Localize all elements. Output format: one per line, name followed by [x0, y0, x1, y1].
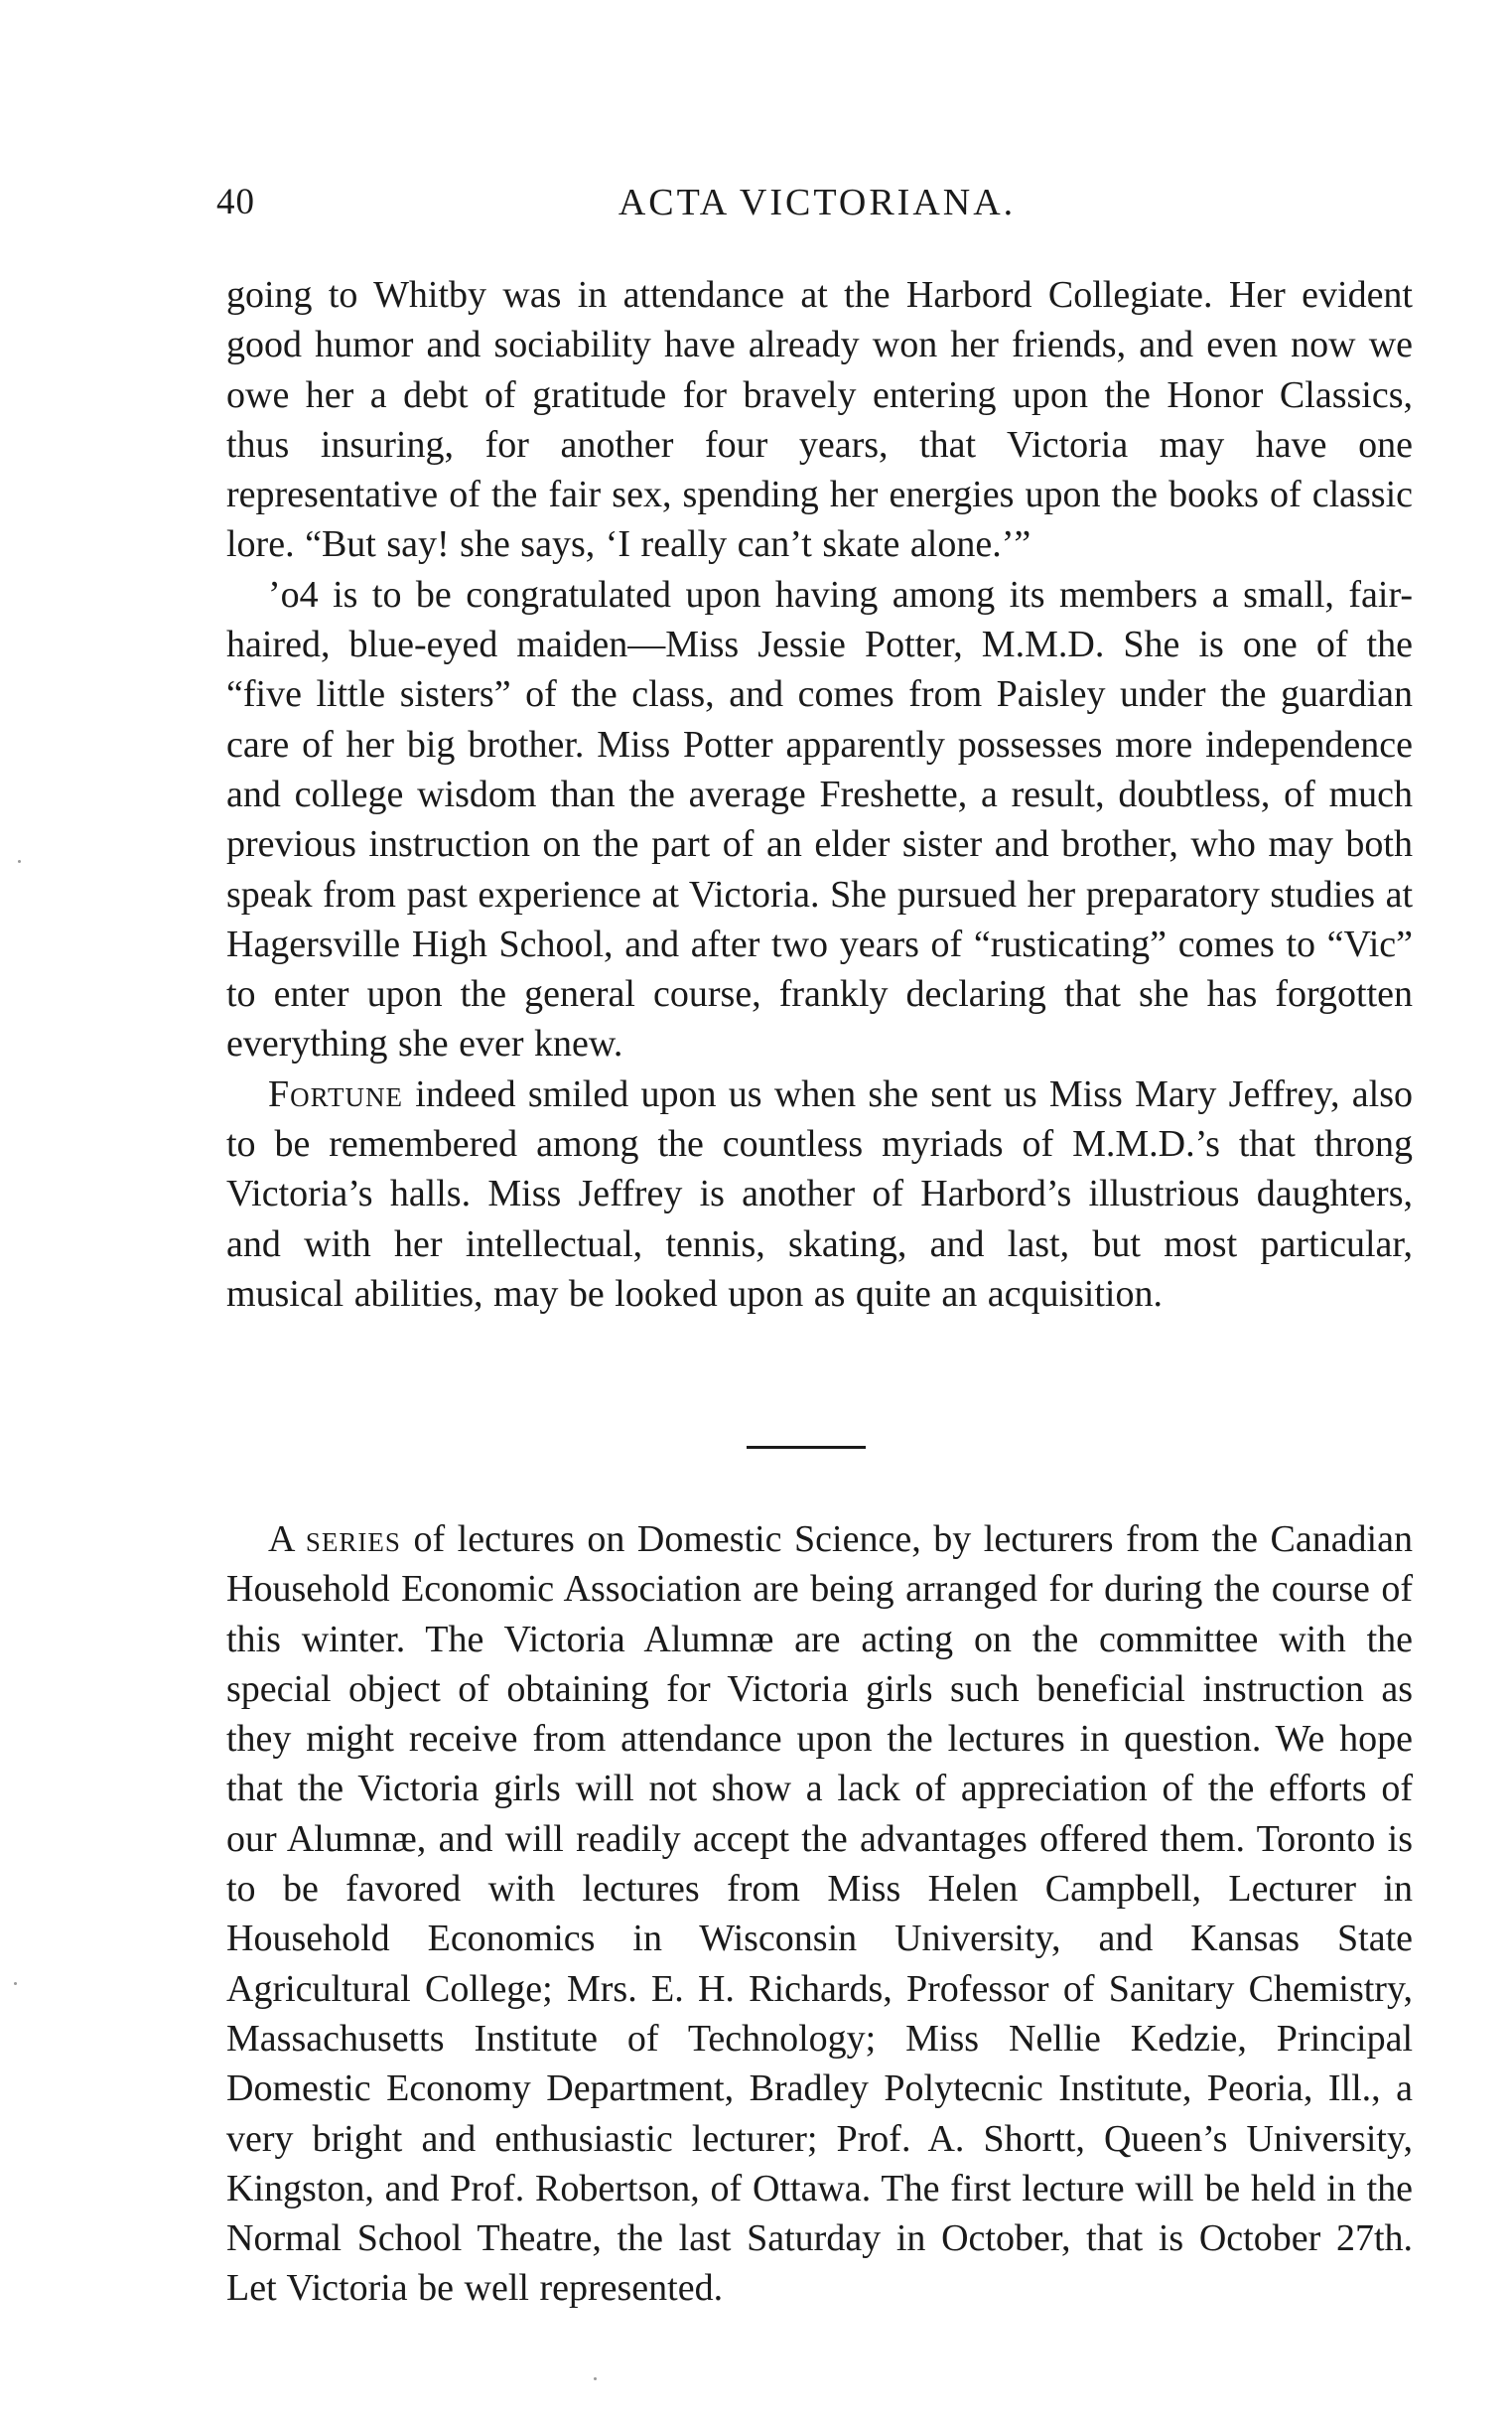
paragraph-mary-jeffrey	[226, 1069, 1413, 1319]
scan-speck	[594, 2377, 597, 2380]
article-word: A	[268, 1518, 306, 1560]
series-lead-word: series	[305, 1518, 401, 1560]
fortune-lead-word: Fortune	[268, 1072, 404, 1115]
paragraph-domestic-science-text: of lectures on Domestic Science, by lecturers from the Canadian Household Economic Association are being arranged for during the course of this winter. The Victoria Alumnæ are acting on the committee with the special object of obtaining for Victoria girls such beneficial instruction as they might receive from attendance upon the lectures in question. We hope that the Victoria girls will not show a lack of appreciation of the efforts of our Alumnæ, and will readily accept the advantages offered them. Toronto is to be favored with lectures from Miss Helen Campbell, Lecturer in Household Economics in Wisconsin University, and Kansas State Agricultural College; Mrs. E. H. Richards, Professor of Sanitary Chemistry, Massachusetts Institute of Technology; Miss Nellie Kedzie, Principal Domestic Economy Department, Bradley Polytecnic Institute, Peoria, Ill., a very bright and enthusiastic lecturer; Prof. A. Shortt, Queen’s University, Kingston, and Prof. Robertson, of Ottawa. The first lecture will be held in the Normal School Theatre, the last Saturday in October, that is October 27th. Let Victoria be well represented.	[226, 1518, 1413, 2310]
student-notes-section	[226, 270, 1413, 1319]
section-divider	[747, 1446, 866, 1449]
scan-speck	[14, 1982, 17, 1985]
paragraph-whitby: going to Whitby was in attendance at the Harbord Collegiate. Her evident good humor and sociability have already won her friends, and even now we owe her a debt of gratitude for bravely entering upon the Honor Classics, thus insuring, for another four years, that Victoria may have one representative of the fair sex, spending her energies upon the books of classic lore. “But say! she says, ‘I really can’t skate alone.’”	[226, 274, 1413, 566]
paragraph-jessie-potter: ’o4 is to be congratulated upon having among its members a small, fair-haired, blue-eyed maiden—Miss Jessie Potter, M.M.D. She is one of the “five little sisters” of the class, and comes from Paisley under the guardian care of her big brother. Miss Potter apparently possesses more independence and college wisdom than the average Freshette, a result, doubtless, of much previous instruction on the part of an elder sister and brother, who may both speak from past experience at Victoria. She pursued her preparatory studies at Hagersville High School, and after two years of “rusticating” comes to “Vic” to enter upon the general course, frankly declaring that she has forgotten everything she ever knew.	[226, 573, 1413, 1066]
running-head	[216, 181, 1418, 232]
paragraph-domestic-science-lectures	[226, 1514, 1413, 2314]
scan-speck	[18, 860, 21, 863]
page-number: 40	[216, 182, 255, 222]
paragraph-mary-jeffrey-text: indeed smiled upon us when she sent us Miss Mary Jeffrey, also to be remembered among the countless myriads of M.M.D.’s that throng Victoria’s halls. Miss Jeffrey is another of Harbord’s illustrious daughters, and with her intellectual, tennis, skating, and last, but most particular, musical abilities, may be looked upon as quite an acquisition.	[226, 1072, 1413, 1315]
lectures-section	[226, 1514, 1413, 2314]
journal-title: ACTA VICTORIANA.	[618, 182, 1017, 223]
